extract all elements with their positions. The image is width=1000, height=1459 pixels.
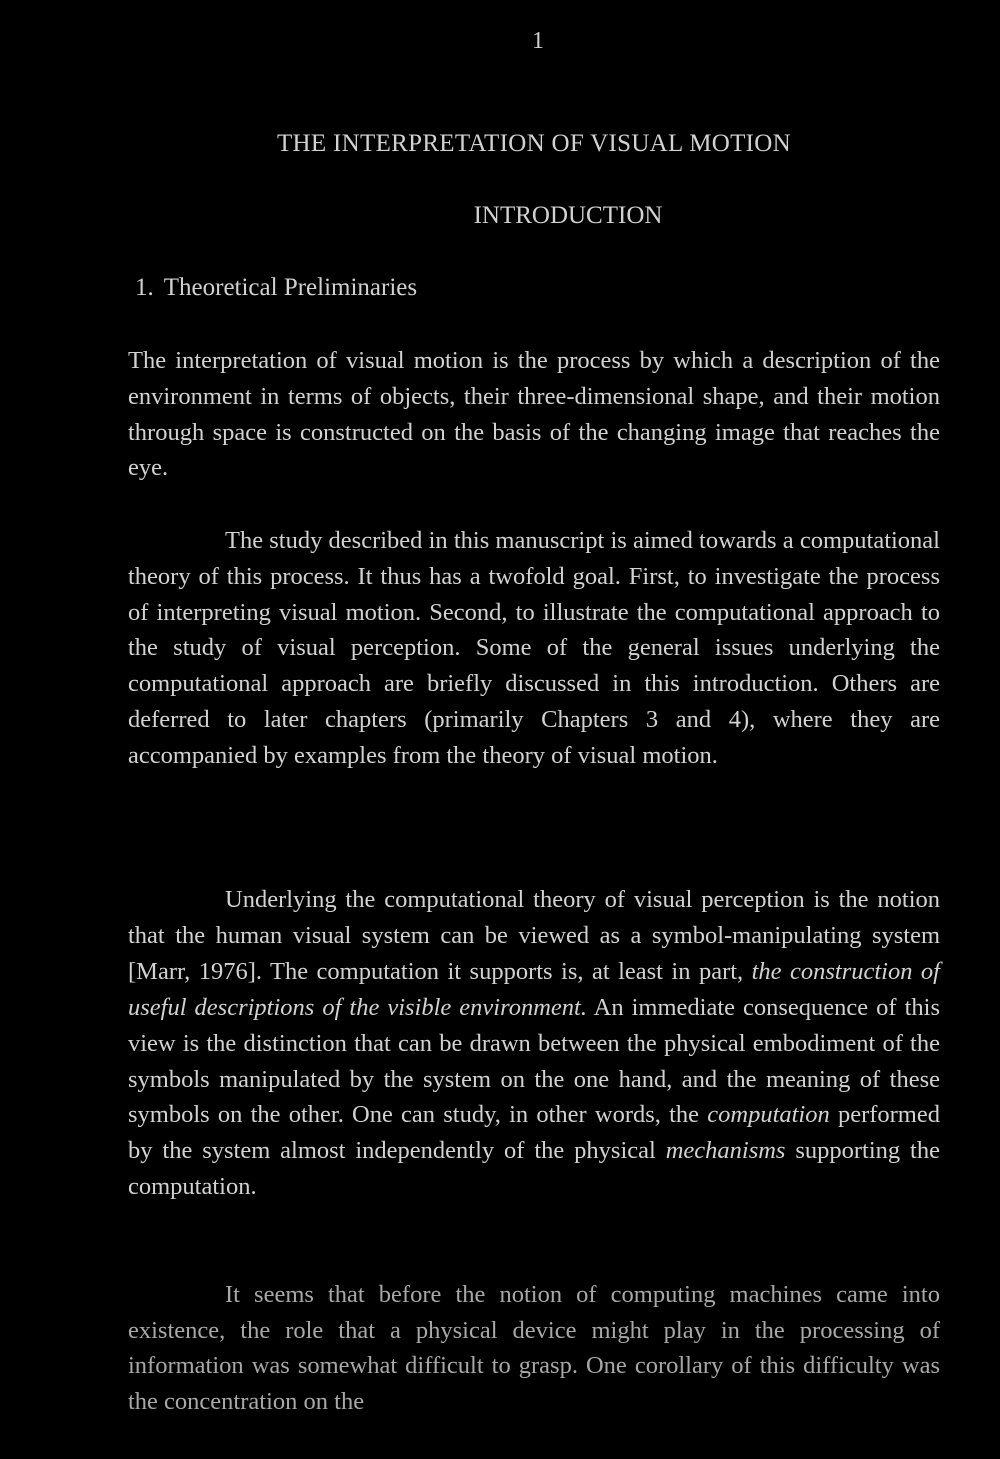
paragraph-4: [128, 1277, 940, 1419]
section-number: 1.: [135, 274, 154, 301]
paragraph-3: [128, 882, 940, 1205]
paragraph-3-emphasis-computation: computation: [707, 1101, 830, 1129]
chapter-title: THE INTERPRETATION OF VISUAL MOTION: [276, 130, 792, 157]
paragraph-3-emphasis-mechanisms: mechanisms: [665, 1137, 786, 1165]
chapter-subtitle: INTRODUCTION: [473, 202, 663, 229]
paragraph-3-text-g: supporting the computation.: [128, 1137, 940, 1201]
page-number: 1: [532, 28, 544, 54]
paragraph-3-text-c: An immediate consequence of this view is the distinction that can be drawn between the physical embodiment of the symbols manipulated by the system on the one hand, and the meaning of these symbols on the other. One can study, in other words, the: [128, 993, 941, 1129]
section-title: Theoretical Preliminaries: [163, 274, 418, 301]
paragraph-4-text: It seems that before the notion of computing machines came into existence, the role that a physical device might play in the processing of information was somewhat difficult to grasp. One corollary of this difficulty was the concentration on the: [128, 1281, 940, 1415]
paragraph-3-emphasis-descriptions: the construction of useful descriptions of the visible environment.: [128, 957, 940, 1021]
paragraph-1: The interpretation of visual motion is the process by which a description of the environment in terms of objects, their three-dimensional shape, and their motion through space is constructed on the basis of the changing image that reaches the eye.: [128, 347, 940, 482]
section-heading: [135, 274, 417, 302]
paragraph-3-text-e: performed by the system almost independently of the physical: [128, 1101, 940, 1165]
paragraph-3-text-a: Underlying the computational theory of visual perception is the notion that the human visual system can be viewed as a symbol-manipulating system [Marr, 1976]. The computation it supports is, at least in part,: [128, 886, 940, 985]
paragraph-2: The study described in this manuscript is aimed towards a computational theory of this process. It thus has a twofold goal. First, to investigate the process of interpreting visual motion. Second, to illustrate the computational approach to the study of visual perception. Some of the general issues underlying the computational approach are briefly discussed in this introduction. Others are deferred to later chapters (primarily Chapters 3 and 4), where they are accompanied by examples from the theory of visual motion.: [128, 527, 940, 769]
